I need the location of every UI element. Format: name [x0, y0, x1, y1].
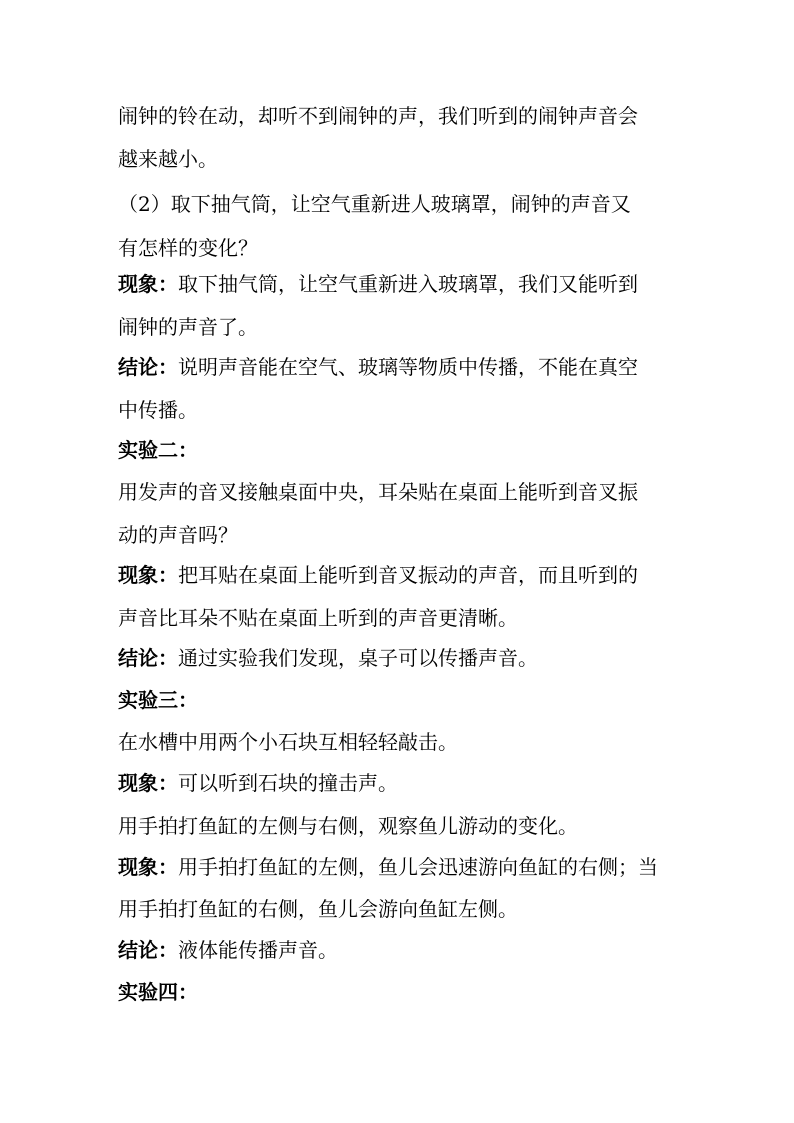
conclusion-line: 结论：液体能传播声音。	[118, 938, 338, 962]
paragraph-line: 越来越小。	[118, 147, 218, 171]
experiment-heading: 实验三：	[118, 688, 198, 712]
observation-line: 现象：把耳贴在桌面上能听到音叉振动的声音，而且听到的	[118, 563, 638, 587]
observation-line: 现象：用手拍打鱼缸的左侧，鱼儿会迅速游向鱼缸的右侧；当	[118, 855, 658, 879]
observation-line: 现象：可以听到石块的撞击声。	[118, 771, 398, 795]
paragraph-line: 中传播。	[118, 398, 198, 422]
paragraph-line: 声音比耳朵不贴在桌面上听到的声音更清晰。	[118, 606, 518, 630]
observation-label: 现象：	[118, 563, 178, 587]
paragraph-line: 闹钟的铃在动，却听不到闹钟的声，我们听到的闹钟声音会	[118, 104, 638, 128]
conclusion-line: 结论：通过实验我们发现，桌子可以传播声音。	[118, 646, 538, 670]
experiment-heading: 实验二：	[118, 438, 198, 462]
paragraph-line: 有怎样的变化？	[118, 236, 258, 260]
paragraph-line: 用手拍打鱼缸的右侧，鱼儿会游向鱼缸左侧。	[118, 897, 518, 921]
conclusion-label: 结论：	[118, 646, 178, 670]
experiment-heading: 实验四：	[118, 980, 198, 1004]
paragraph-line: 用发声的音叉接触桌面中央，耳朵贴在桌面上能听到音叉振	[118, 480, 638, 504]
conclusion-line: 结论：说明声音能在空气、玻璃等物质中传播，不能在真空	[118, 355, 638, 379]
paragraph-line: 动的声音吗？	[118, 523, 238, 547]
conclusion-label: 结论：	[118, 355, 178, 379]
paragraph-line: 在水槽中用两个小石块互相轻轻敲击。	[118, 730, 458, 754]
observation-label: 现象：	[118, 855, 178, 879]
paragraph-line: 闹钟的声音了。	[118, 315, 258, 339]
observation-label: 现象：	[118, 272, 178, 296]
observation-line: 现象：取下抽气筒，让空气重新进入玻璃罩，我们又能听到	[118, 272, 638, 296]
paragraph-line: （2）取下抽气筒，让空气重新进人玻璃罩，闹钟的声音又	[118, 192, 631, 216]
conclusion-label: 结论：	[118, 938, 178, 962]
observation-label: 现象：	[118, 771, 178, 795]
paragraph-line: 用手拍打鱼缸的左侧与右侧，观察鱼儿游动的变化。	[118, 814, 578, 838]
